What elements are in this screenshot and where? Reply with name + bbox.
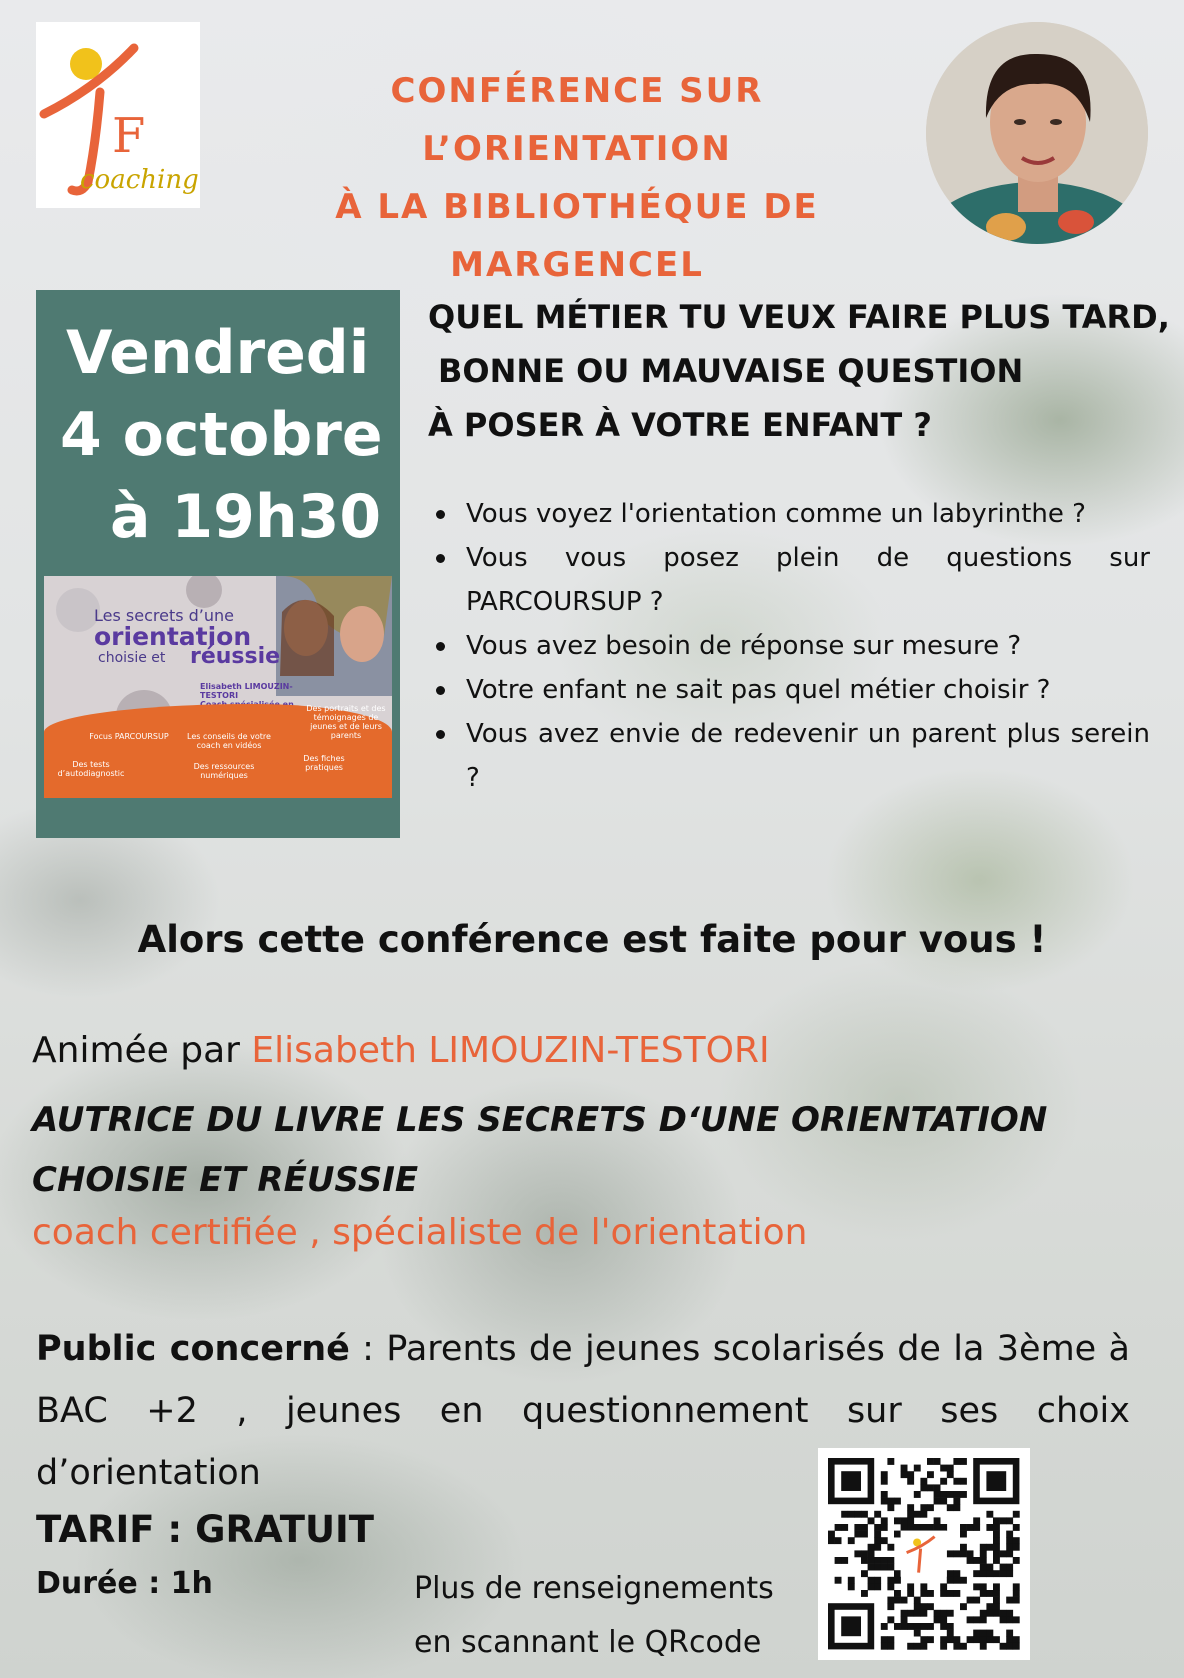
more-info-line2: en scannant le QRcode [414, 1625, 762, 1660]
question-line2: BONNE OU MAUVAISE QUESTION [438, 352, 1024, 390]
speaker-role-line2: CHOISIE ET RÉUSSIE [32, 1160, 419, 1200]
speaker-prefix: Animée par [32, 1030, 252, 1071]
book-feature: Focus PARCOURSUP [89, 732, 169, 741]
book-feature: Des portraits et des témoignages de jeunes et de leurs parents [306, 704, 386, 740]
list-item: Vous avez besoin de réponse sur mesure ? [434, 624, 1150, 668]
date-panel [36, 290, 400, 838]
logo-graphic [36, 22, 200, 208]
speaker-line [32, 1030, 770, 1071]
price: TARIF : GRATUIT [36, 1508, 375, 1551]
event-day: Vendredi [66, 318, 370, 388]
duration: Durée : 1h [36, 1566, 213, 1601]
book-title-line4: réussie [190, 644, 281, 669]
book-feature: Des fiches pratiques [303, 754, 345, 772]
event-time: à 19h30 [110, 482, 382, 552]
speaker-subtitle: coach certifiée , spécialiste de l'orientation [32, 1212, 808, 1253]
audience-text: : Parents de jeunes scolarisés de la 3ème à BAC +2 , jeunes en questionnement sur ses choix d’orientation [36, 1329, 1130, 1493]
list-item: Votre enfant ne sait pas quel métier choisir ? [434, 668, 1150, 712]
speaker-name: Elisabeth LIMOUZIN-TESTORI [251, 1030, 770, 1071]
list-item: Vous voyez l'orientation comme un labyrinthe ? [434, 492, 1150, 536]
conference-title-line2: À LA BIBLIOTHÉQUE DE MARGENCEL [335, 187, 819, 285]
logo-letter: F [112, 108, 146, 164]
list-item: Vous vous posez plein de questions sur PARCOURSUP ? [434, 536, 1150, 624]
list-item: Vous avez envie de redevenir un parent plus serein ? [434, 712, 1150, 800]
book-title-line3: choisie et [98, 650, 166, 666]
book-title-line1: Les secrets d’une [94, 606, 235, 625]
qr-code[interactable] [818, 1448, 1030, 1660]
conference-title [232, 62, 922, 294]
main-question [428, 290, 1168, 452]
portrait-graphic [926, 22, 1148, 244]
conference-title-line1: CONFÉRENCE SUR L’ORIENTATION [390, 71, 764, 169]
more-info [414, 1562, 774, 1670]
book-feature: Des ressources numériques [193, 762, 255, 780]
speaker-role [32, 1090, 1132, 1210]
event-date-day: 4 octobre [60, 400, 383, 470]
questions-list [434, 492, 1150, 800]
book-cover [44, 576, 392, 798]
event-date [36, 312, 400, 558]
question-line3: À POSER À VOTRE ENFANT ? [428, 406, 932, 444]
logo-text: coaching [80, 165, 199, 195]
coaching-logo [36, 22, 200, 208]
speaker-portrait [926, 22, 1148, 244]
qr-code-graphic [818, 1448, 1030, 1660]
speaker-role-line1: AUTRICE DU LIVRE LES SECRETS D‘UNE ORIENTATION [32, 1100, 1048, 1140]
question-line1: QUEL MÉTIER TU VEUX FAIRE PLUS TARD, [428, 298, 1170, 336]
audience-label: Public concerné [36, 1329, 350, 1369]
book-feature: Des tests d’autodiagnostic [57, 760, 125, 778]
book-title-line2: orientation [94, 622, 252, 651]
book-author-name: Elisabeth LIMOUZIN-TESTORI [200, 682, 293, 700]
book-feature: Les conseils de votre coach en vidéos [187, 732, 271, 750]
more-info-line1: Plus de renseignements [414, 1571, 774, 1606]
call-to-action: Alors cette conférence est faite pour vous ! [137, 918, 1047, 961]
